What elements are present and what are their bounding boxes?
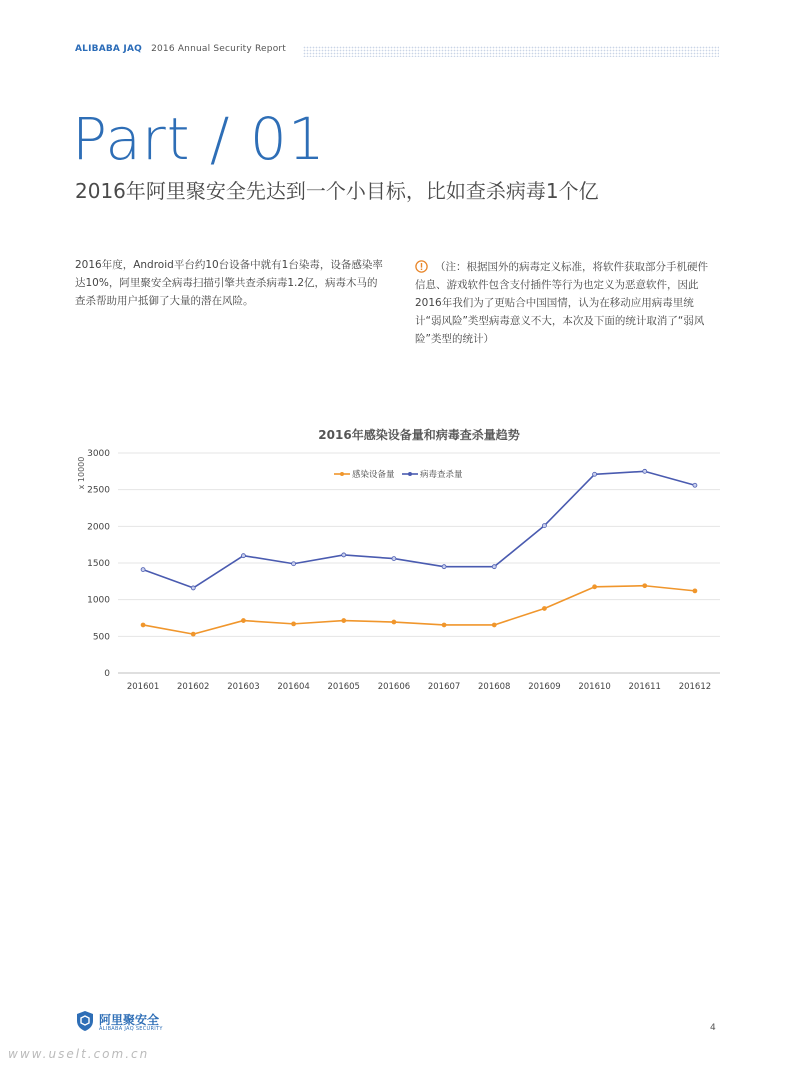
- intro-paragraph: 2016年度，Android平台约10台设备中就有1台染毒，设备感染率达10%，阿里聚安全病毒扫描引擎共查杀病毒1.2亿，病毒木马的查杀帮助用户抵御了大量的潜在风险。: [75, 259, 383, 307]
- header-brand: ALIBABA JAQ: [75, 44, 142, 54]
- data-point: [241, 554, 245, 558]
- x-tick-label: 201604: [277, 682, 310, 692]
- y-tick-label: 2500: [87, 485, 110, 496]
- data-point: [542, 524, 546, 528]
- data-point: [593, 472, 597, 476]
- x-tick-label: 201610: [578, 682, 611, 692]
- legend-marker-1: [340, 472, 344, 476]
- data-point: [292, 622, 296, 626]
- data-point: [292, 562, 296, 566]
- y-tick-label: 3000: [87, 449, 110, 459]
- data-point: [492, 565, 496, 569]
- footer-logo: [75, 1010, 215, 1036]
- x-tick-label: 201611: [628, 682, 661, 692]
- data-point: [542, 606, 546, 610]
- data-point: [141, 568, 145, 572]
- shield-logo-icon: [75, 1010, 95, 1032]
- trend-line-chart: [60, 415, 730, 705]
- y-tick-label: 1000: [87, 595, 110, 606]
- data-point: [392, 557, 396, 561]
- x-tick-label: 201603: [227, 682, 260, 692]
- y-axis-unit-label: x 10000: [77, 456, 86, 490]
- data-point: [191, 586, 195, 590]
- data-point: [342, 619, 346, 623]
- x-tick-label: 201606: [377, 682, 411, 692]
- x-tick-label: 201607: [427, 682, 461, 692]
- y-tick-label: 1500: [87, 559, 110, 569]
- footer-logo-subtitle: ALIBABA JAQ SECURITY: [99, 1026, 163, 1032]
- x-tick-label: 201602: [177, 682, 210, 692]
- data-point: [442, 565, 446, 569]
- section-subtitle: 2016年阿里聚安全先达到一个小目标，比如查杀病毒1个亿: [75, 179, 599, 203]
- data-point: [141, 623, 145, 627]
- data-point: [643, 469, 647, 473]
- page-number: 4: [710, 1023, 716, 1033]
- note-paragraph: （注：根据国外的病毒定义标准，将软件获取部分手机硬件信息、游戏软件包含支付插件等行为也定义为恶意软件，因此2016年我们为了更贴合中国国情，认为在移动应用病毒里统计“弱风险”类型病毒意义不大，本次及下面的统计取消了“弱风险”类型的统计）: [415, 261, 708, 345]
- legend-marker-2: [408, 472, 412, 476]
- x-tick-label: 201601: [126, 682, 160, 692]
- page-header: [75, 44, 720, 58]
- x-tick-label: 201605: [327, 682, 360, 692]
- data-point: [693, 589, 697, 593]
- data-point: [492, 623, 496, 627]
- header-report-title: 2016 Annual Security Report: [151, 44, 287, 54]
- x-tick-label: 201609: [528, 682, 561, 692]
- data-point: [593, 585, 597, 589]
- data-point: [643, 584, 647, 588]
- chart-title: 2016年感染设备量和病毒查杀量趋势: [318, 428, 520, 442]
- y-tick-label: 0: [104, 669, 110, 679]
- footer-logo-name: 阿里聚安全: [99, 1013, 160, 1027]
- y-tick-label: 500: [92, 632, 110, 643]
- data-point: [392, 620, 396, 624]
- legend-label: 病毒查杀量: [420, 470, 463, 480]
- header-dot-pattern: [303, 46, 719, 57]
- data-point: [442, 623, 446, 627]
- x-tick-label: 201612: [678, 682, 712, 692]
- chart-canvas: [60, 415, 730, 705]
- data-point: [342, 553, 346, 557]
- legend-label: 感染设备量: [352, 470, 395, 480]
- series-line-1: [143, 586, 695, 634]
- series-line-2: [143, 471, 695, 588]
- part-title: Part / 01: [72, 105, 326, 173]
- y-tick-label: 2000: [87, 522, 110, 533]
- data-point: [693, 483, 697, 487]
- data-point: [191, 632, 195, 636]
- data-point: [241, 619, 245, 623]
- watermark: www.uselt.com.cn: [8, 1047, 150, 1061]
- x-tick-label: 201608: [478, 682, 511, 692]
